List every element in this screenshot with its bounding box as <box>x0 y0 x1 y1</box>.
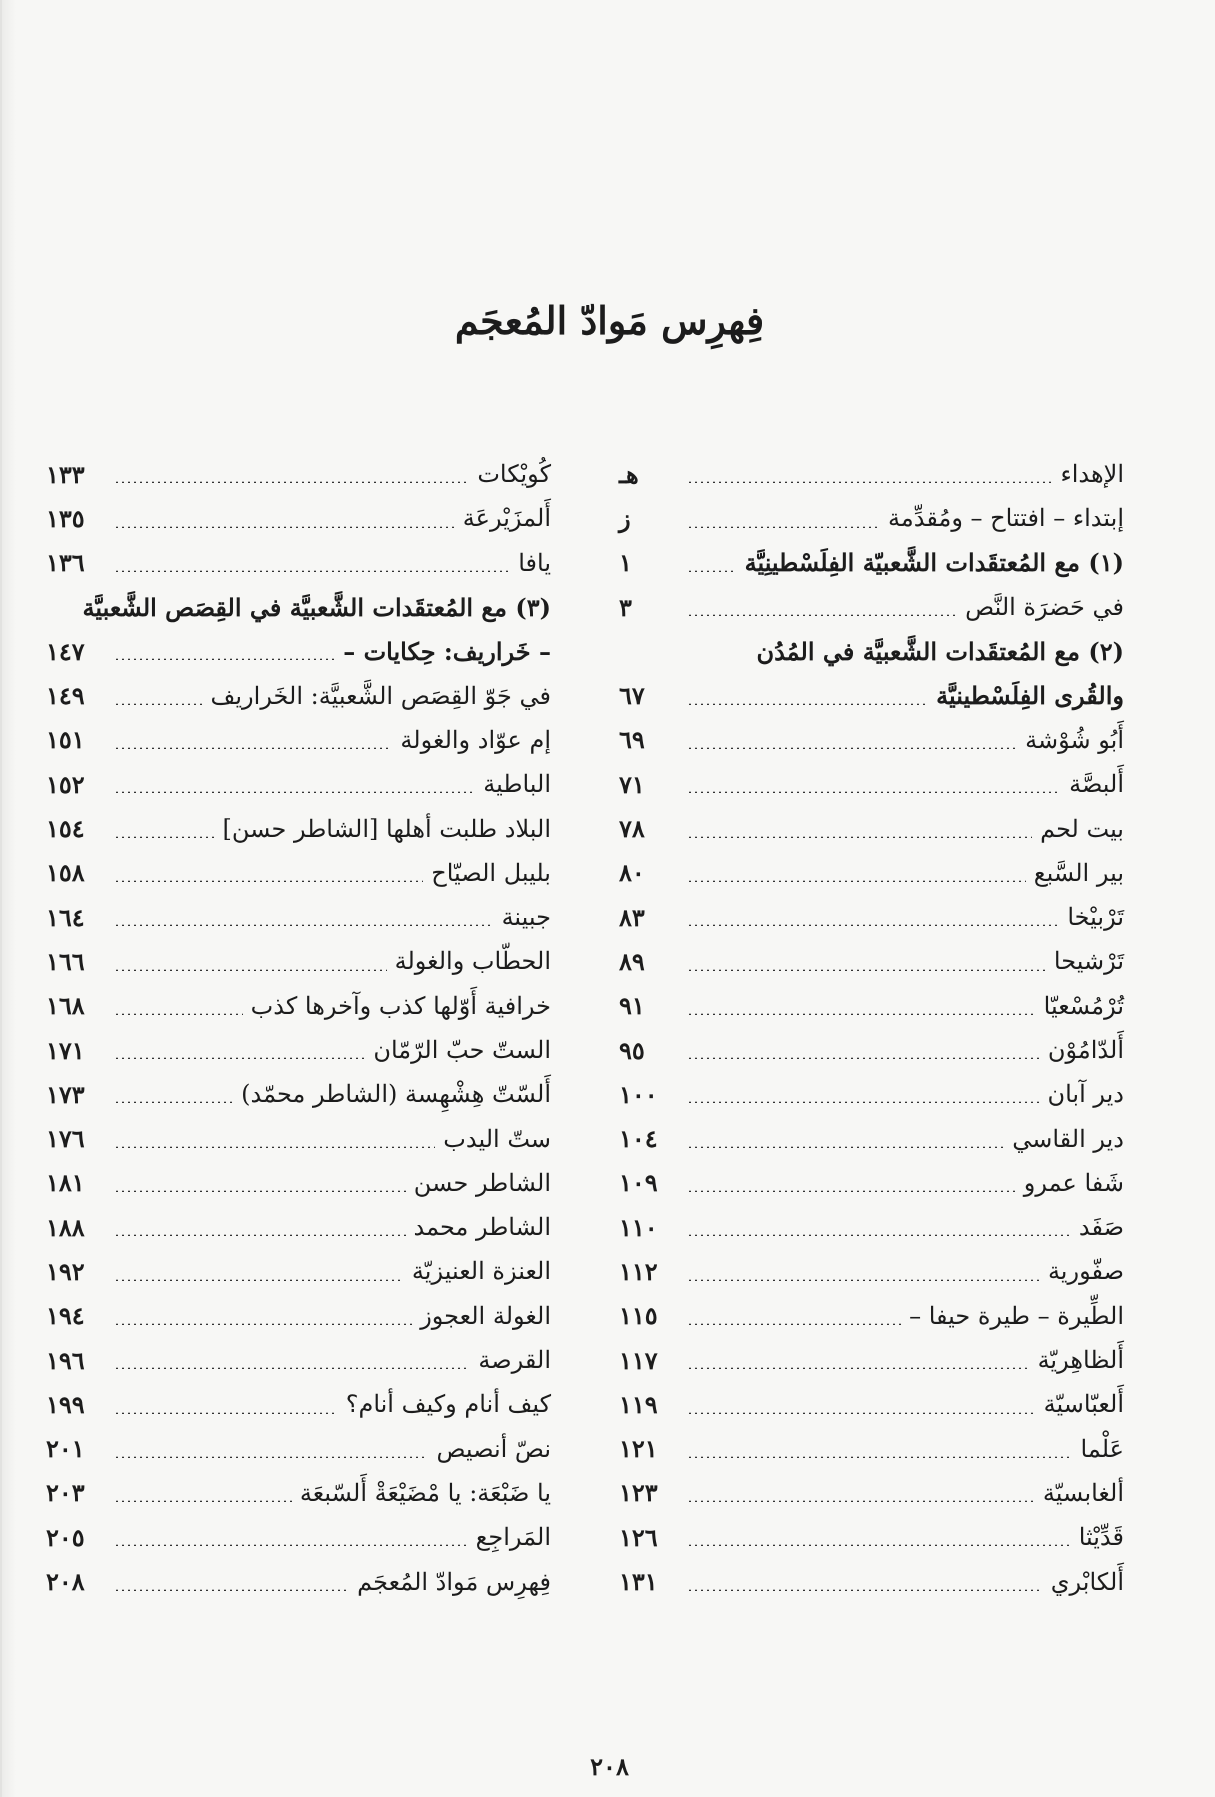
toc-dot-leader <box>687 1013 1036 1015</box>
toc-entry-page: ١٠٤ <box>619 1124 658 1154</box>
toc-entry <box>619 1382 1124 1426</box>
toc-entry-title: الستّ حبّ الرّمّان <box>373 1036 551 1064</box>
toc-entry-title: كيف أنام وكيف أنام؟ <box>345 1390 551 1419</box>
toc-entry <box>46 629 551 673</box>
toc-entry-page: ز <box>619 503 631 533</box>
toc-entry-title: نصّ أنصيص <box>436 1434 551 1463</box>
toc-dot-leader <box>687 1279 1040 1281</box>
toc-entry-title: عَلْما <box>1080 1434 1124 1463</box>
toc-entry-page: ٨٣ <box>619 902 645 932</box>
toc-entry-page: ١٢٦ <box>619 1522 658 1552</box>
toc-entry-title: الحطّاب والغولة <box>394 947 551 976</box>
toc-entry <box>46 1382 551 1426</box>
toc-dot-leader <box>114 1412 338 1414</box>
toc-entry <box>46 1072 551 1116</box>
toc-entry <box>619 673 1124 717</box>
toc-entry <box>46 541 551 585</box>
toc-entry-title: أَبُو شُوْشة <box>1025 725 1124 754</box>
toc-entry <box>619 1028 1124 1072</box>
toc-entry-title: أَلمزَيْرعَة <box>462 504 551 533</box>
toc-entry-page: ١٩٢ <box>46 1256 85 1286</box>
toc-dot-leader <box>114 1589 349 1591</box>
toc-entry <box>619 496 1124 540</box>
toc-entry-title: المَراجِع <box>475 1523 551 1552</box>
toc-dot-leader <box>114 570 510 572</box>
toc-column-right <box>619 452 1124 1604</box>
toc-dot-leader <box>687 791 1061 793</box>
toc-entry-title: خرافية أَوّلها كذب وآخرها كذب <box>250 991 551 1020</box>
toc-dot-leader <box>687 1057 1040 1059</box>
toc-entry <box>46 585 551 629</box>
toc-entry-title: الباطية <box>483 770 551 799</box>
toc-entry-title: الطِّيرة – طيرة حيفا – <box>909 1301 1124 1330</box>
toc-entry-page: ١٥٤ <box>46 814 85 844</box>
toc-dot-leader <box>114 747 392 749</box>
toc-dot-leader <box>114 880 423 882</box>
toc-dot-leader <box>114 703 203 705</box>
toc-entry-title: ألغابسيّة <box>1042 1478 1124 1507</box>
toc-entry-page: ٨٠ <box>619 858 645 888</box>
toc-entry-page: ١٦٦ <box>46 946 85 976</box>
toc-entry-page: ١٩٦ <box>46 1345 85 1375</box>
toc-entry-title: (٣) مع المُعتقَدات الشَّعبيَّة في القِصَص الشَّعبيَّة <box>82 592 551 622</box>
toc-entry <box>619 629 1124 673</box>
toc-entry-title: فِهرِس مَوادّ المُعجَم <box>357 1567 551 1596</box>
toc-dot-leader <box>687 1500 1035 1502</box>
toc-entry-title: أَلظاهِريّة <box>1037 1346 1124 1375</box>
toc-entry-title: تُرْمُسْعيّا <box>1043 991 1124 1020</box>
toc-entry <box>46 673 551 717</box>
toc-entry-title: الشاطر حسن <box>413 1168 551 1197</box>
toc-entry <box>619 1338 1124 1382</box>
toc-dot-leader <box>687 1146 1004 1148</box>
toc-entry <box>46 1249 551 1293</box>
toc-entry-title: (١) مع المُعتقَدات الشَّعبيّة الفِلَسْطينِيَّة <box>744 548 1124 578</box>
toc-column-left <box>46 452 551 1604</box>
toc-dot-leader <box>687 924 1059 926</box>
toc-entry-title: دير القاسي <box>1012 1124 1124 1153</box>
page-title: فِهرِس مَوادّ المُعجَم <box>454 298 765 343</box>
toc-entry-title: ستّ اليدب <box>443 1124 551 1153</box>
toc-entry-title: دير آبان <box>1047 1080 1124 1109</box>
toc-dot-leader <box>687 570 737 572</box>
toc-entry-page: ١١٩ <box>619 1389 658 1419</box>
toc-entry-page: ٦٧ <box>619 681 645 711</box>
toc-entry <box>619 806 1124 850</box>
toc-entry-page: ١٨١ <box>46 1168 85 1198</box>
toc-entry <box>619 939 1124 983</box>
toc-dot-leader <box>114 1057 365 1059</box>
toc-dot-leader <box>114 1190 406 1192</box>
toc-dot-leader <box>687 1412 1036 1414</box>
toc-entry <box>46 762 551 806</box>
toc-entry-page: ١٩٩ <box>46 1389 85 1419</box>
toc-entry <box>46 1427 551 1471</box>
toc-entry-title: في جَوّ القِصَص الشَّعبيَّة: الخَراريف <box>210 681 551 710</box>
toc-dot-leader <box>687 1190 1016 1192</box>
toc-entry-page: ١١٥ <box>619 1301 658 1331</box>
toc-entry-page: ٨٩ <box>619 946 645 976</box>
toc-entry-title: أَلسّتّ هِشْهِسة (الشاطر محمّد) <box>241 1080 551 1109</box>
toc-dot-leader <box>114 1367 470 1369</box>
toc-entry <box>46 984 551 1028</box>
toc-dot-leader <box>687 1544 1071 1546</box>
toc-entry <box>46 1205 551 1249</box>
toc-entry-page: ١٥٨ <box>46 858 85 888</box>
toc-entry-page: ١٣٣ <box>46 459 85 489</box>
toc-entry <box>619 1161 1124 1205</box>
toc-entry-title: القرصة <box>478 1346 551 1375</box>
toc-entry-title: كُويْكات <box>477 460 551 489</box>
toc-entry-page: ٢٠٣ <box>46 1478 85 1508</box>
toc-entry <box>619 1205 1124 1249</box>
toc-entry <box>619 1249 1124 1293</box>
toc-entry <box>46 1028 551 1072</box>
toc-entry-title: أَلبصَّة <box>1069 770 1124 799</box>
toc-dot-leader <box>114 969 387 971</box>
toc-entry-page: ١٦٤ <box>46 902 85 932</box>
toc-entry <box>46 1559 551 1603</box>
toc-entry <box>619 762 1124 806</box>
toc-entry-title: يافا <box>518 548 551 577</box>
toc-entry <box>619 718 1124 762</box>
toc-entry-title: أَلدّامُوْن <box>1047 1036 1124 1064</box>
toc-dot-leader <box>687 836 1032 838</box>
toc-entry <box>619 1116 1124 1160</box>
toc-dot-leader <box>687 614 957 616</box>
toc-dot-leader <box>687 1367 1030 1369</box>
toc-entry-title: البلاد طلبت أهلها [الشاطر حسن] <box>222 814 551 843</box>
toc-entry-title: صفّورية <box>1047 1257 1124 1286</box>
toc-entry-title: بير السَّبع <box>1033 858 1124 887</box>
toc-entry <box>46 452 551 496</box>
toc-entry-page: ٩٥ <box>619 1035 645 1065</box>
toc-dot-leader <box>114 1013 243 1015</box>
toc-dot-leader <box>114 1234 406 1236</box>
toc-entry-page: ١١٢ <box>619 1256 658 1286</box>
toc-dot-leader <box>687 880 1026 882</box>
toc-dot-leader <box>687 526 880 528</box>
toc-entry <box>46 1515 551 1559</box>
toc-entry-page: ١٣٦ <box>46 548 85 578</box>
toc-entry-page: ١٤٩ <box>46 681 85 711</box>
toc-entry-page: ١٥١ <box>46 725 85 755</box>
toc-entry-title: يا ضَبْعَة: يا مْضَيْعَةْ أَلسّبعَة <box>299 1478 551 1507</box>
toc-entry-page: ١٦٨ <box>46 991 85 1021</box>
toc-entry-page: ٦٩ <box>619 725 645 755</box>
toc-entry-title: أَلكابْري <box>1050 1567 1124 1596</box>
toc-entry-title: صَفَد <box>1078 1213 1124 1242</box>
toc-entry-page: ١٣٥ <box>46 503 85 533</box>
toc-dot-leader <box>687 747 1017 749</box>
toc-dot-leader <box>687 1456 1073 1458</box>
toc-entry <box>46 1471 551 1515</box>
toc-entry-title: الإهداء <box>1060 460 1124 489</box>
toc-dot-leader <box>687 1234 1071 1236</box>
toc-entry <box>619 1471 1124 1515</box>
toc-dot-leader <box>114 1544 468 1546</box>
toc-entry-page: ١١٧ <box>619 1345 658 1375</box>
toc-entry-title: جبينة <box>501 903 551 932</box>
toc-dot-leader <box>687 1101 1039 1103</box>
toc-entry-title: في حَضرَة النَّص <box>965 593 1124 622</box>
toc-entry-page: ٢٠٨ <box>46 1567 85 1597</box>
toc-dot-leader <box>114 924 494 926</box>
toc-entry-page: هـ <box>619 459 639 489</box>
toc-entry-page: ١٧٦ <box>46 1124 85 1154</box>
toc-entry <box>619 452 1124 496</box>
toc-entry-page: ١٤٧ <box>46 636 85 666</box>
page-number: ٢٠٨ <box>590 1752 629 1781</box>
toc-entry-title: الشاطر محمد <box>413 1213 551 1242</box>
toc-entry <box>46 1116 551 1160</box>
toc-entry-title: شَفا عمرو <box>1023 1168 1124 1197</box>
toc-entry <box>619 1072 1124 1116</box>
toc-entry <box>46 1338 551 1382</box>
toc-entry-title: تَرْشيحا <box>1053 947 1124 976</box>
toc-entry-page: ١ <box>619 548 632 578</box>
toc-entry-page: ١٨٨ <box>46 1212 85 1242</box>
toc-entry-title: قَدِّيْثا <box>1078 1523 1124 1552</box>
toc-entry-page: ١٥٢ <box>46 769 85 799</box>
toc-dot-leader <box>687 969 1046 971</box>
toc-dot-leader <box>114 1500 292 1502</box>
toc-entry <box>46 718 551 762</box>
toc-entry-title: تَرْبيْخا <box>1067 903 1124 932</box>
toc-entry-title: أَلعبّاسيّة <box>1043 1390 1124 1419</box>
toc-dot-leader <box>687 703 928 705</box>
toc-entry <box>619 585 1124 629</box>
toc-dot-leader <box>687 481 1052 483</box>
toc-entry <box>619 895 1124 939</box>
toc-entry-title: بليبل الصيّاح <box>431 858 551 887</box>
toc-entry-title: (٢) مع المُعتقَدات الشَّعبيَّة في المُدُن <box>756 636 1124 666</box>
toc-dot-leader <box>114 836 214 838</box>
toc-entry <box>46 895 551 939</box>
toc-dot-leader <box>687 1323 901 1325</box>
toc-dot-leader <box>114 481 469 483</box>
toc-entry-page: ٧١ <box>619 769 645 799</box>
toc-entry-title: إبتداء – افتتاح – ومُقدِّمة <box>888 504 1124 533</box>
toc-entry <box>46 851 551 895</box>
toc-entry-page: ٩١ <box>619 991 645 1021</box>
toc-entry-page: ١٢١ <box>619 1434 658 1464</box>
toc-entry <box>46 1161 551 1205</box>
toc-dot-leader <box>114 1146 435 1148</box>
toc-entry-title: – خَراريف: حِكايات – <box>343 636 551 666</box>
toc-entry-page: ١٠٩ <box>619 1168 658 1198</box>
toc-entry-page: ٢٠٥ <box>46 1522 85 1552</box>
toc-entry-page: ١٣١ <box>619 1567 658 1597</box>
toc-dot-leader <box>114 1456 428 1458</box>
toc-entry-page: ١١٠ <box>619 1212 658 1242</box>
toc-dot-leader <box>114 1279 404 1281</box>
toc-entry <box>619 541 1124 585</box>
toc-dot-leader <box>114 526 455 528</box>
toc-entry-page: ٣ <box>619 592 632 622</box>
toc-entry <box>619 851 1124 895</box>
toc-entry-page: ١٧٣ <box>46 1079 85 1109</box>
toc-entry-title: إم عوّاد والغولة <box>400 725 551 754</box>
toc-entry <box>46 806 551 850</box>
toc-dot-leader <box>114 658 335 660</box>
toc-entry-title: الغولة العجوز <box>420 1301 551 1330</box>
toc-entry <box>46 496 551 540</box>
toc-entry-page: ١٩٤ <box>46 1301 85 1331</box>
toc-entry-title: العنزة العنيزيّة <box>411 1257 551 1286</box>
toc-entry <box>619 1559 1124 1603</box>
toc-dot-leader <box>114 1101 233 1103</box>
toc-entry-page: ٧٨ <box>619 814 645 844</box>
toc-entry <box>619 1515 1124 1559</box>
toc-entry <box>619 984 1124 1028</box>
toc-dot-leader <box>114 1323 412 1325</box>
toc-entry-title: بيت لحم <box>1040 814 1124 843</box>
toc-dot-leader <box>114 791 475 793</box>
toc-entry-page: ١٠٠ <box>619 1079 658 1109</box>
toc-entry <box>619 1427 1124 1471</box>
toc-entry <box>46 939 551 983</box>
toc-entry-page: ٢٠١ <box>46 1434 85 1464</box>
toc-entry <box>46 1294 551 1338</box>
toc-dot-leader <box>687 1589 1043 1591</box>
toc-entry-title: والقُرى الفِلَسْطينيَّة <box>936 681 1124 711</box>
toc-entry-page: ١٧١ <box>46 1035 85 1065</box>
toc-entry-page: ١٢٣ <box>619 1478 658 1508</box>
toc-entry <box>619 1294 1124 1338</box>
